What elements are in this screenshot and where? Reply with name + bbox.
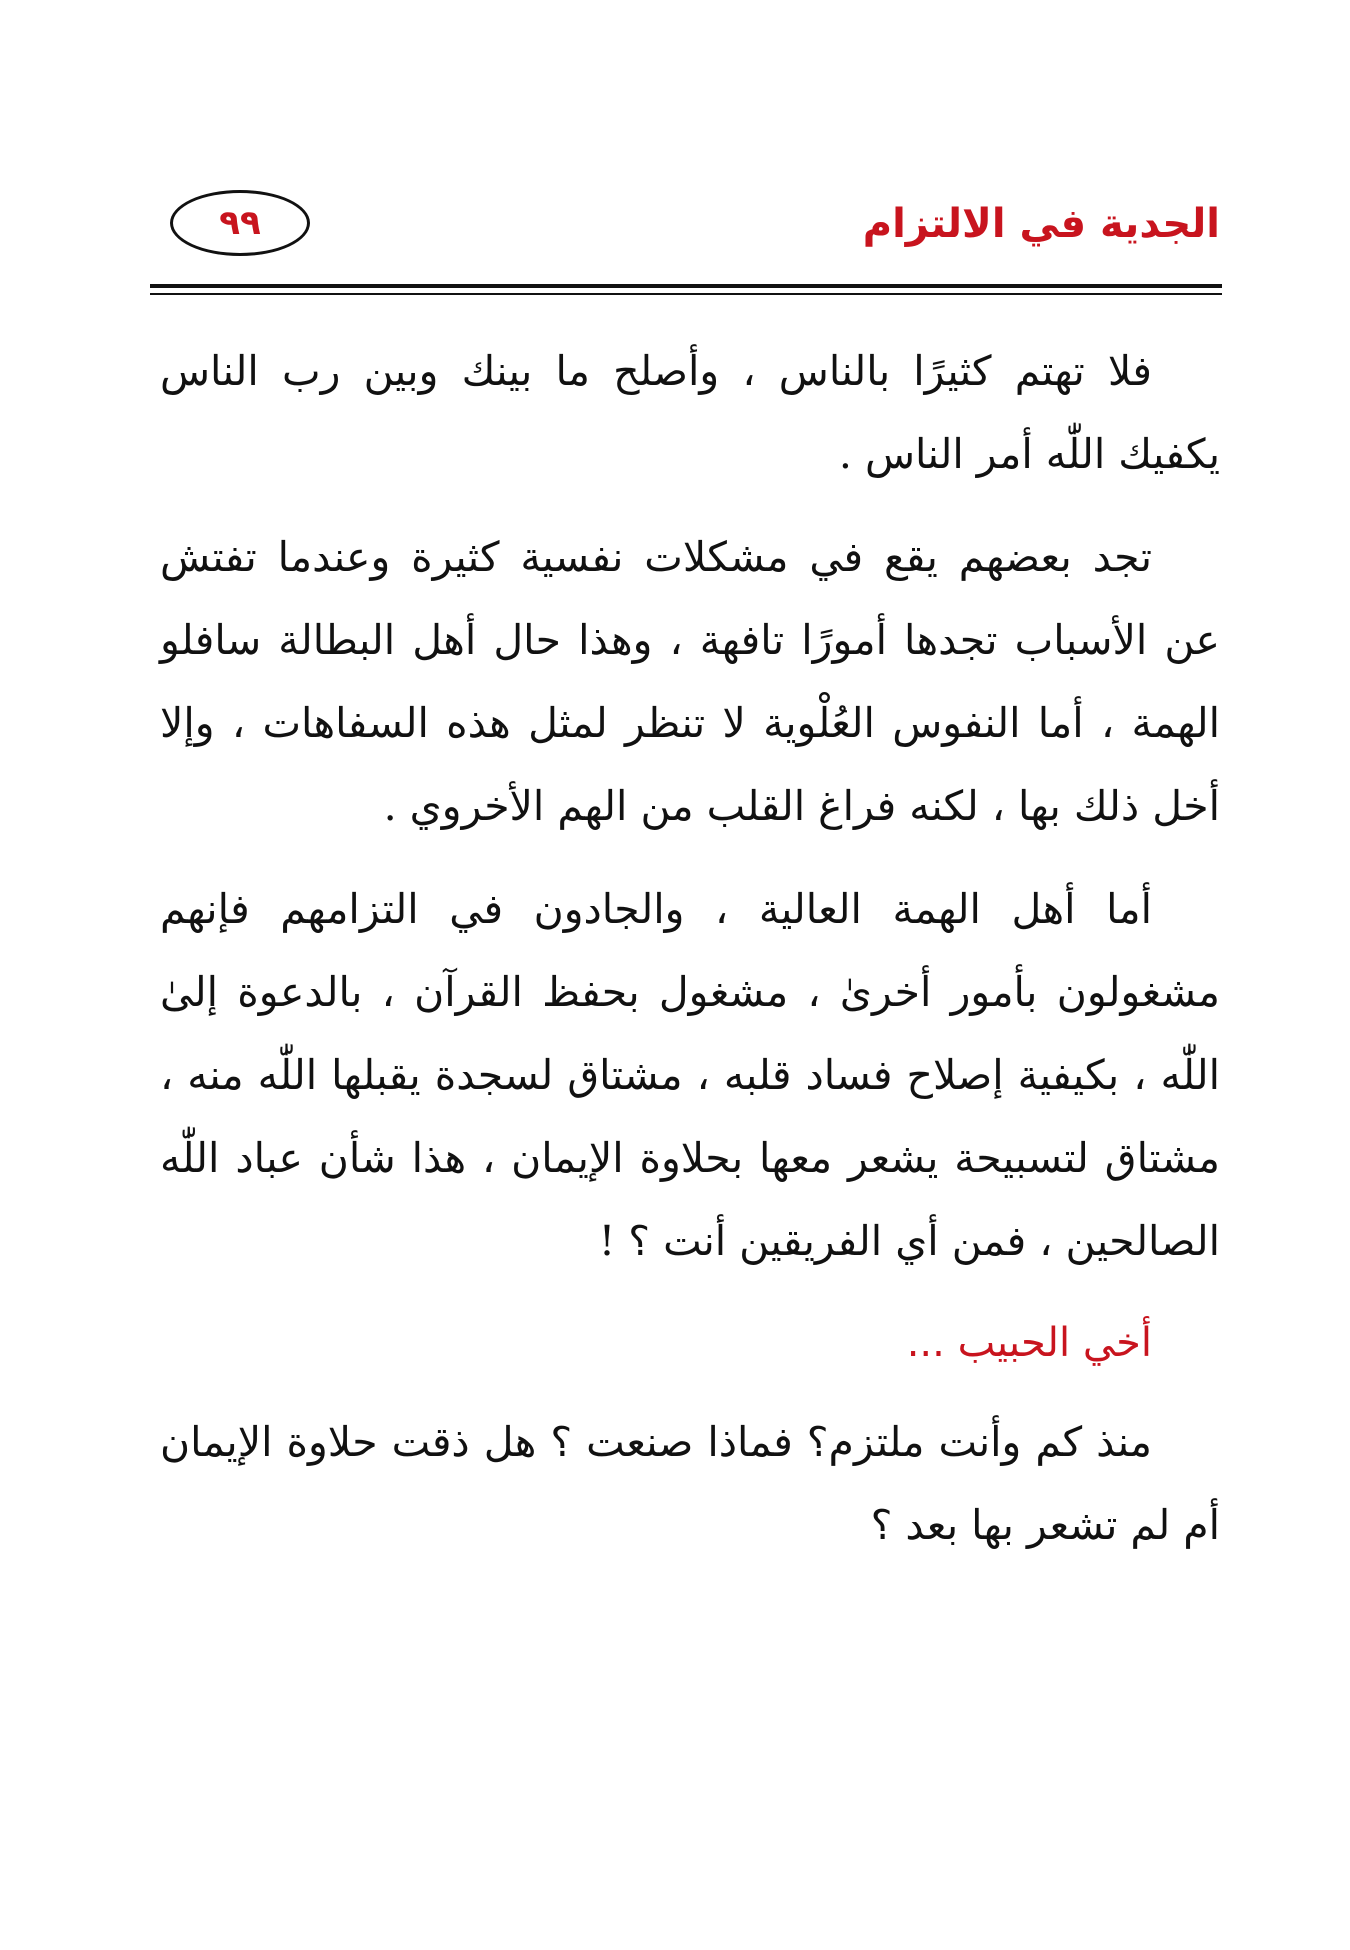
- paragraph-2: تجد بعضهم يقع في مشكلات نفسية كثيرة وعندما تفتش عن الأسباب تجدها أمورًا تافهة ، وهذا حال أهل البطالة سافلو الهمة ، أما النفوس العُلْوية لا تنظر لمثل هذه السفاهات ، وإلا أخل ذلك بها ، لكنه فراغ القلب من الهم الأخروي .: [160, 533, 1220, 830]
- closing-paragraph: منذ كم وأنت ملتزم؟ فماذا صنعت ؟ هل ذقت حلاوة الإيمان أم لم تشعر بها بعد ؟: [160, 1418, 1220, 1549]
- running-title: الجدية في الالتزام: [862, 201, 1220, 247]
- header-rule-thin: [150, 293, 1222, 295]
- page-number: ٩٩: [170, 190, 310, 256]
- paragraph-3: أما أهل الهمة العالية ، والجادون في التزامهم فإنهم مشغولون بأمور أخرىٰ ، مشغول بحفظ القرآن ، بالدعوة إلىٰ اللّٰه ، بكيفية إصلاح فساد قلبه ، مشتاق لسجدة يقبلها اللّٰه منه ، مشتاق لتسبيحة يشعر معها بحلاوة الإيمان ، هذا شأن عباد اللّٰه الصالحين ، فمن أي الفريقين أنت ؟ !: [160, 885, 1220, 1265]
- section-subheading: أخي الحبيب ...: [906, 1320, 1152, 1366]
- body-text: [160, 330, 1220, 1567]
- page-header: [150, 190, 1220, 270]
- paragraph-1: فلا تهتم كثيرًا بالناس ، وأصلح ما بينك وبين رب الناس يكفيك اللّٰه أمر الناس .: [160, 347, 1220, 478]
- header-rule-thick: [150, 284, 1222, 288]
